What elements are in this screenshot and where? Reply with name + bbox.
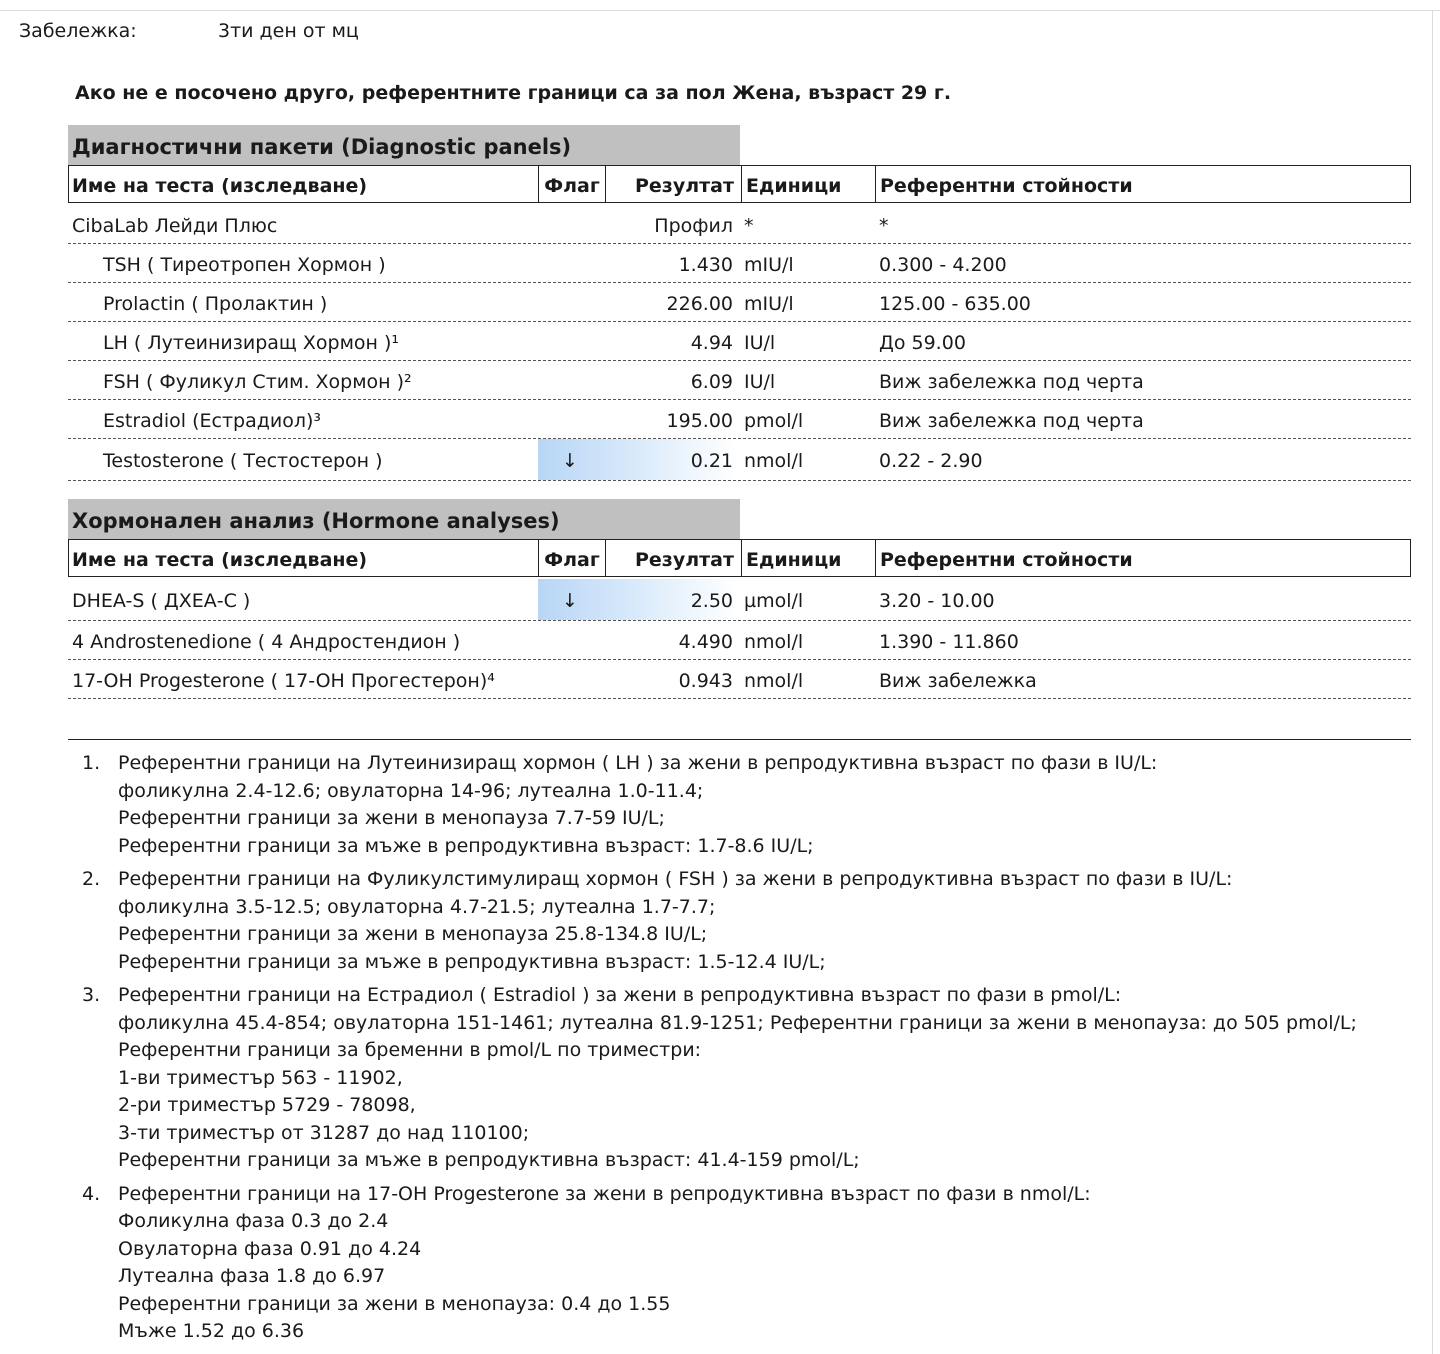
footnote-line: Референтни граници за мъже в репродуктивна възраст: 41.4-159 pmol/L;	[118, 1149, 860, 1171]
footnote-line: фоликулна 3.5-12.5; овулаторна 4.7-21.5; лутеална 1.7-7.7;	[118, 895, 716, 918]
test-name: CibaLab Лейди Плюс	[72, 215, 278, 237]
table-row	[68, 400, 1411, 439]
test-name: LH ( Лутеинизиращ Хормон )¹	[103, 332, 400, 354]
section-title-hormone-analyses: Хормонален анализ (Hormone analyses)	[68, 499, 740, 539]
arrow-down-icon: ↓	[562, 590, 578, 612]
test-units: µmol/l	[744, 590, 804, 612]
right-border	[1432, 10, 1433, 1354]
header-name: Име на теста (изследване)	[72, 175, 368, 197]
footnote-line: Референтни граници на Фуликулстимулиращ хормон ( FSH ) за жени в репродуктивна възраст по фази в IU/L:	[118, 868, 1233, 890]
footnote-line: Референтни граници за жени в менопауза: 0.4 до 1.55	[118, 1292, 671, 1315]
test-units: pmol/l	[744, 410, 804, 432]
footnote-number: 3.	[82, 984, 101, 1006]
footnote-item	[80, 1181, 1420, 1346]
note-label: Забележка:	[19, 20, 137, 42]
footnote-number: 2.	[82, 868, 101, 890]
test-units: nmol/l	[744, 631, 804, 653]
test-ref: *	[879, 215, 889, 237]
footnote-line: Референтни граници на Лутеинизиращ хормон ( LH ) за жени в репродуктивна възраст по фази в IU/L:	[118, 752, 1158, 774]
footnote-number: 4.	[82, 1182, 101, 1205]
header-flag: Флаг	[538, 540, 605, 576]
table-header-diagnostic-panels	[68, 165, 1411, 203]
table-row	[68, 244, 1411, 283]
test-ref: Виж забележка под черта	[879, 410, 1144, 432]
test-name: DHEA-S ( ДХЕА-С )	[72, 590, 251, 612]
footnote-line: Референтни граници за мъже в репродуктивна възраст: 1.5-12.4 IU/L;	[118, 950, 826, 973]
footnote-line: Овулаторна фаза 0.91 до 4.24	[118, 1237, 422, 1260]
table-row	[68, 283, 1411, 322]
footnote-divider	[68, 739, 1411, 740]
footnote-line: Фоликулна фаза 0.3 до 2.4	[118, 1210, 389, 1232]
table-header-hormone-analyses	[68, 539, 1411, 577]
test-result: 4.490	[678, 631, 733, 653]
footnote-item	[80, 982, 1420, 1175]
test-ref: 0.300 - 4.200	[879, 254, 1007, 276]
header-result: Резултат	[605, 166, 738, 202]
test-result: 6.09	[690, 371, 733, 393]
footnote-line: Лутеална фаза 1.8 до 6.97	[118, 1265, 386, 1287]
section-title-diagnostic-panels: Диагностични пакети (Diagnostic panels)	[68, 125, 740, 165]
test-name: 17-OH Progesterone ( 17-OH Прогестерон)⁴	[72, 670, 495, 692]
test-ref: 125.00 - 635.00	[879, 293, 1031, 315]
table-row	[68, 205, 1411, 244]
test-name: FSH ( Фуликул Стим. Хормон )²	[103, 371, 412, 393]
footnote-item	[80, 866, 1420, 976]
test-result: 2.50	[690, 590, 733, 612]
table-row	[68, 322, 1411, 361]
top-border	[0, 10, 1440, 11]
header-ref: Референтни стойности	[875, 540, 1410, 576]
header-name: Име на теста (изследване)	[72, 549, 368, 571]
footnote-line: Референтни граници за мъже в репродуктивна възраст: 1.7-8.6 IU/L;	[118, 834, 814, 857]
test-result: 0.943	[678, 670, 733, 692]
test-result: 226.00	[666, 293, 733, 315]
test-units: mIU/l	[744, 293, 794, 315]
footnote-line: фоликулна 2.4-12.6; овулаторна 14-96; лутеална 1.0-11.4;	[118, 779, 704, 802]
test-ref: Виж забележка под черта	[879, 371, 1144, 393]
footnote-line: Референтни граници за бременни в pmol/L по триместри:	[118, 1039, 702, 1061]
test-result: Профил	[654, 215, 733, 237]
table-row-flagged	[68, 579, 1411, 621]
test-units: nmol/l	[744, 670, 804, 692]
table-row	[68, 361, 1411, 400]
test-units: *	[744, 215, 754, 237]
footnote-line: Референтни граници на 17-OH Progesterone за жени в репродуктивна възраст по фази в nmol/L:	[118, 1182, 1091, 1205]
header-units: Единици	[741, 166, 874, 202]
footnotes-list	[80, 750, 1420, 1352]
footnote-line: Референтни граници за жени в менопауза 25.8-134.8 IU/L;	[118, 923, 708, 945]
test-units: nmol/l	[744, 450, 804, 472]
table-row-flagged	[68, 439, 1411, 481]
test-ref: 0.22 - 2.90	[879, 450, 983, 472]
test-name: TSH ( Тиреотропен Хормон )	[103, 254, 386, 276]
test-name: Testosterone ( Тестостерон )	[103, 450, 383, 472]
table-row	[68, 660, 1411, 699]
arrow-down-icon: ↓	[562, 450, 578, 472]
test-name: Prolactin ( Пролактин )	[103, 293, 328, 315]
test-ref: 1.390 - 11.860	[879, 631, 1019, 653]
footnote-line: Референтни граници на Естрадиол ( Estradiol ) за жени в репродуктивна възраст по фази в pmol/L:	[118, 984, 1122, 1006]
footnote-number: 1.	[82, 752, 101, 774]
footnote-line: 2-ри триместър 5729 - 78098,	[118, 1094, 416, 1116]
test-result: 4.94	[690, 332, 733, 354]
table-row	[68, 621, 1411, 660]
test-result: 195.00	[666, 410, 733, 432]
footnote-line: Референтни граници за жени в менопауза 7.7-59 IU/L;	[118, 807, 665, 829]
test-ref: До 59.00	[879, 332, 966, 354]
header-units: Единици	[741, 540, 874, 576]
test-units: IU/l	[744, 371, 776, 393]
footnote-item	[80, 750, 1420, 860]
test-name: 4 Androstenedione ( 4 Андростендион )	[72, 631, 461, 653]
header-result: Резултат	[605, 540, 738, 576]
header-flag: Флаг	[538, 166, 605, 202]
test-ref: Виж забележка	[879, 670, 1037, 692]
footnote-line: 3-ти триместър от 31287 до над 110100;	[118, 1121, 530, 1144]
test-result: 1.430	[678, 254, 733, 276]
footnote-line: фоликулна 45.4-854; овулаторна 151-1461; лутеална 81.9-1251; Референтни граници за жени в менопауза: до 505 pmol/L;	[118, 1011, 1357, 1034]
test-units: mIU/l	[744, 254, 794, 276]
test-result: 0.21	[690, 450, 733, 472]
note-value: 3ти ден от мц	[218, 20, 359, 42]
footnote-line: Мъже 1.52 до 6.36	[118, 1320, 305, 1342]
footnote-line: 1-ви триместър 563 - 11902,	[118, 1066, 403, 1089]
header-ref: Референтни стойности	[875, 166, 1410, 202]
reference-subtitle: Ако не е посочено друго, референтните граници са за пол Жена, възраст 29 г.	[75, 82, 952, 104]
test-units: IU/l	[744, 332, 776, 354]
test-name: Estradiol (Естрадиол)³	[103, 410, 322, 432]
test-ref: 3.20 - 10.00	[879, 590, 995, 612]
